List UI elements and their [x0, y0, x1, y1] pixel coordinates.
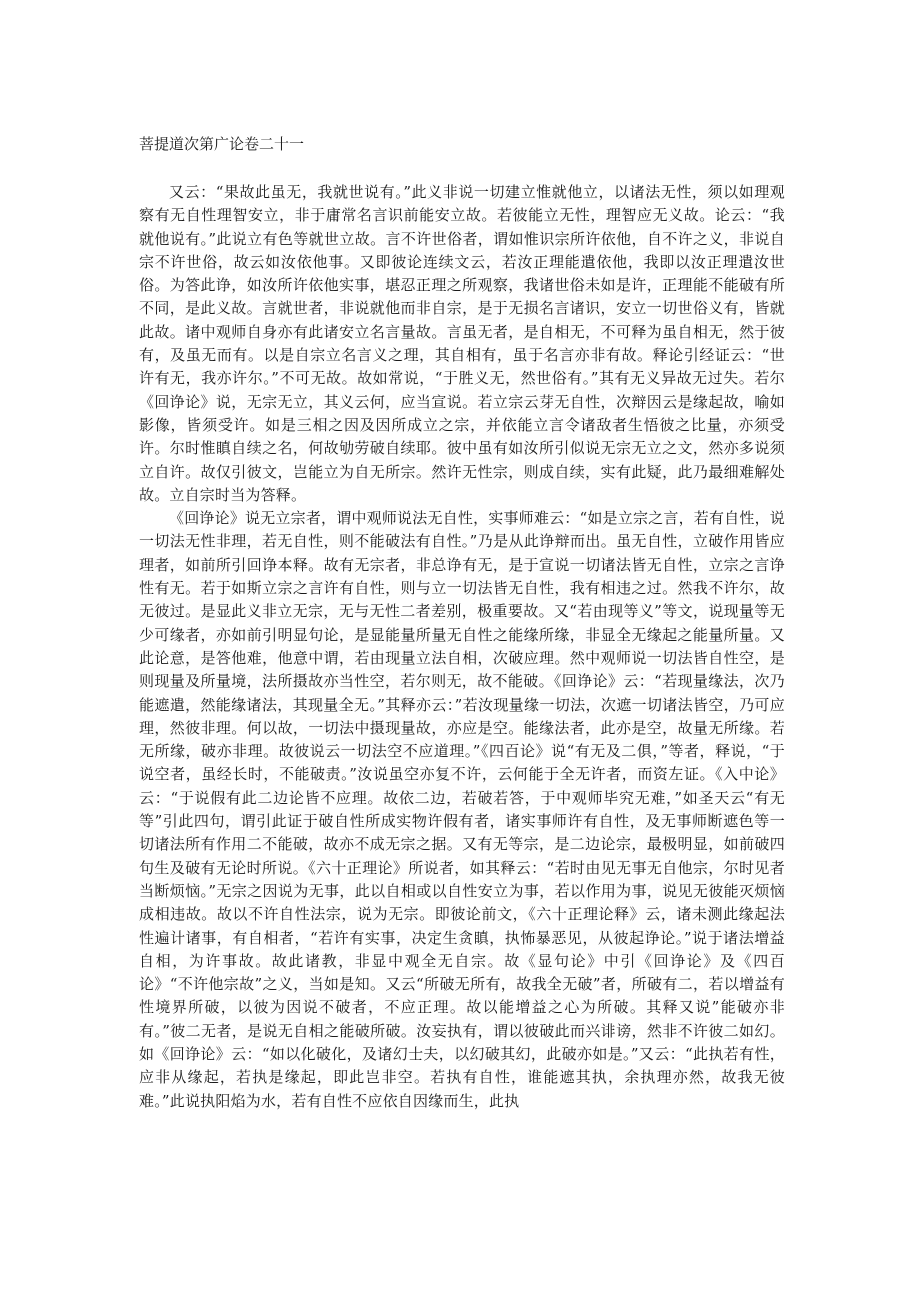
paragraph-2: 《回诤论》说无立宗者，谓中观师说法无自性，实事师难云：“如是立宗之言，若有自性，说一切法无性非理，若无自性，则不能破法有自性。”乃是从此诤辩而出。虽无自性，立破作用皆应理者，如前所引回诤本释。故有无宗者，非总诤有无，是于宣说一切诸法皆无自性，立宗之言诤性有无。若于如斯立宗之言许有自性，则与立一切法皆无自性，我有相违之过。然我不许尔，故无彼过。是显此义非立无宗，无与无性二者差别，极重要故。又“若由现等义”等文，说现量等无少可缘者，亦如前引明显句论，是显能量所量无自性之能缘所缘，非显全无缘起之能量所量。又此论意，是答他难，他意中谓，若由现量立法自相，次破应理。然中观师说一切法皆自性空，是则现量及所量境，法所摄故亦当性空，若尔则无，故不能破。《回诤论》云：“若现量缘法，次乃能遮遣，然能缘诸法，其现量全无。”其释亦云：”若汝现量缘一切法，次遮一切诸法皆空，乃可应理，然彼非理。何以故，一切法中摄现量故，亦应是空。能缘法者，此亦是空，故量无所缘。若无所缘，破亦非理。故彼说云一切法空不应道理。”《四百论》说“有无及二俱，”等者，释说，“于说空者，虽经长时，不能破责。”汝说虽空亦复不许，云何能于全无许者，而资左证。《入中论》云：“于说假有此二边论皆不应理。故依二边，若破若答，于中观师毕究无难，”如圣天云“有无等”引此四句，谓引此证于破自性所成实物许假有者，诸实事师许有自性，及无事师断遮色等一切诸法所有作用二不能破，故亦不成无宗之据。又有无等宗，是二边论宗，最极明显，如前破四句生及破有无论时所说。《六十正理论》所说者，如其释云：“若时由见无事无自他宗，尔时见者当断烦恼。”无宗之因说为无事，此以自相或以自性安立为事，若以作用为事，说见无彼能灭烦恼成相违故。故以不许自性法宗，说为无宗。即彼论前文，《六十正理论释》云，诸未测此缘起法性遍计诸事，有自相者，“若许有实事，决定生贪瞋，执怖暴恶见，从彼起诤论。”说于诸法增益自相，为许事故。故此诸教，非显中观全无自宗。故《显句论》中引《回诤论》及《四百论》“不许他宗故”之义，当如是知。又云“所破无所有，故我全无破”者，所破有二，若以增益有性境界所破，以彼为因说不破者，不应正理。故以能增益之心为所破。其释又说”能破亦非有。”彼二无者，是说无自相之能破所破。汝妄执有，谓以彼破此而兴诽谤，然非不许彼二如幻。如《回诤论》云：“如以化破化，及诸幻士夫，以幻破其幻，此破亦如是。”又云：“此执若有性，应非从缘起，若执是缘起，即此岂非空。若执有自性，谁能遮其执，余执理亦然，故我无彼难。”此说执阳焰为水，若有自性不应依自因缘而生，此执: [139, 509, 785, 1110]
document-body: [139, 181, 785, 1113]
paragraph-1: 又云：“果故此虽无，我就世说有。”此义非说一切建立惟就他立，以诸法无性，须以如理观察有无自性理智安立，非于庸常名言识前能安立故。若彼能立无性，理智应无义故。论云：“我就他说有。”此说立有色等就世立故。言不许世俗者，谓如惟识宗所许依他，自不许之义，非说自宗不许世俗，故云如汝依他事。又即彼论连续文云，若汝正理能遣依他，我即以汝正理遣汝世俗。为答此诤，如汝所许依他实事，堪忍正理之所观察，我诸世俗未如是许，正理能不能破有所不同，是此义故。言就世者，非说就他而非自宗，是于无损名言诸识，安立一切世俗义有，皆就此故。诸中观师自身亦有此诸安立名言量故。言虽无者，是自相无，不可释为虽自相无，然于彼有，及虽无而有。以是自宗立名言义之理，其自相有，虽于名言亦非有故。释论引经证云：“世许有无，我亦许尔。”不可无故。故如常说，“于胜义无，然世俗有。”其有无义异故无过失。若尔《回诤论》说，无宗无立，其义云何，应当宣说。若立宗云芽无自性，次辩因云是缘起故，喻如影像，皆须受许。如是三相之因及因所成立之宗，并依能立言令诸敌者生悟彼之比量，亦须受许。尔时惟瞋自续之名，何故劬劳破自续耶。彼中虽有如汝所引似说无宗无立之文，然亦多说须立自许。故仅引彼文，岂能立为自无所宗。然许无性宗，则成自续，实有此疑，此乃最细难解处故。立自宗时当为答释。: [139, 183, 785, 504]
document-title: 菩提道次第广论卷二十一: [139, 135, 305, 153]
